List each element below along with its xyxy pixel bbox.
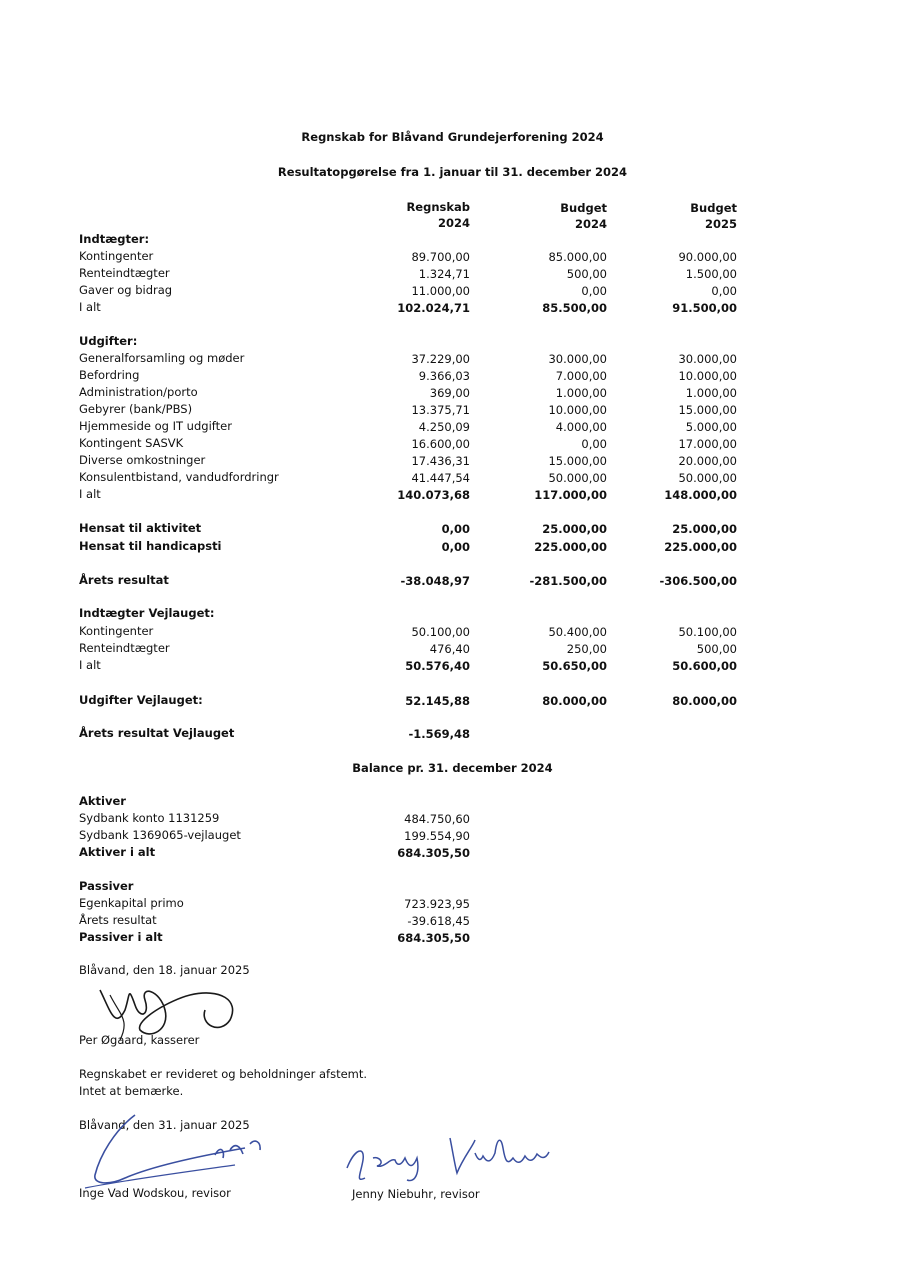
row-value: 16.600,00: [411, 437, 470, 451]
row-value: 17.000,00: [678, 437, 737, 451]
signer-1: Per Øgaard, kasserer: [79, 1033, 200, 1047]
balance-label: Aktiver: [79, 794, 126, 808]
row-value: 0,00: [441, 540, 470, 554]
row-label: Hjemmeside og IT udgifter: [79, 419, 232, 433]
row-value: 5.000,00: [685, 420, 737, 434]
row-label: Kontingent SASVK: [79, 436, 184, 450]
column-header-line2: 2024: [437, 216, 470, 230]
document-subtitle: Resultatopgørelse fra 1. januar til 31. december 2024: [277, 165, 628, 179]
row-value: 52.145,88: [405, 694, 470, 708]
row-label: Udgifter Vejlauget:: [79, 693, 203, 707]
column-header: [470, 200, 607, 232]
row-value: 1.324,71: [418, 267, 470, 281]
row-value: 0,00: [711, 284, 737, 298]
column-header-line2: 2025: [704, 217, 737, 231]
audit-line-2: Intet at bemærke.: [79, 1084, 184, 1098]
row-label: Konsulentbistand, vandudfordringr: [79, 470, 279, 484]
row-value: 11.000,00: [411, 284, 470, 298]
row-label: Befordring: [79, 368, 140, 382]
row-value: 140.073,68: [397, 488, 470, 502]
row-value: 0,00: [581, 437, 607, 451]
row-label: Gaver og bidrag: [79, 283, 173, 297]
audit-line-1: Regnskabet er revideret og beholdninger afstemt.: [79, 1067, 368, 1081]
balance-value: -39.618,45: [407, 914, 470, 928]
row-value: 500,00: [566, 267, 607, 281]
row-label: Kontingenter: [79, 249, 154, 263]
balance-value: 684.305,50: [397, 931, 470, 945]
row-value: -1.569,48: [408, 727, 470, 741]
row-value: 50.576,40: [405, 659, 470, 673]
row-value: 1.000,00: [685, 386, 737, 400]
row-value: 50.000,00: [678, 471, 737, 485]
row-label: Generalforsamling og møder: [79, 351, 245, 365]
row-value: 80.000,00: [542, 694, 607, 708]
row-value: 89.700,00: [411, 250, 470, 264]
row-label: Indtægter:: [79, 232, 150, 246]
row-value: 50.100,00: [411, 625, 470, 639]
row-label: Renteindtægter: [79, 641, 170, 655]
row-value: 91.500,00: [672, 301, 737, 315]
row-value: 102.024,71: [397, 301, 470, 315]
row-value: 250,00: [566, 642, 607, 656]
row-value: 50.600,00: [672, 659, 737, 673]
document-title: Regnskab for Blåvand Grundejerforening 2024: [301, 130, 604, 144]
row-value: -38.048,97: [400, 574, 470, 588]
row-value: 369,00: [429, 386, 470, 400]
row-value: 0,00: [581, 284, 607, 298]
column-header: [330, 199, 470, 231]
row-value: 117.000,00: [534, 488, 607, 502]
row-value: 13.375,71: [411, 403, 470, 417]
row-value: 148.000,00: [664, 488, 737, 502]
balance-label: Årets resultat: [79, 913, 157, 927]
row-label: Hensat til aktivitet: [79, 521, 202, 535]
row-value: 50.000,00: [548, 471, 607, 485]
signoff-date-1: Blåvand, den 18. januar 2025: [79, 963, 250, 977]
balance-label: Egenkapital primo: [79, 896, 184, 910]
row-label: Indtægter Vejlauget:: [79, 606, 215, 620]
signature-3: [335, 1128, 565, 1188]
signer-3: Jenny Niebuhr, revisor: [352, 1187, 480, 1201]
row-value: 476,40: [429, 642, 470, 656]
row-value: 25.000,00: [672, 522, 737, 536]
row-value: -281.500,00: [529, 574, 607, 588]
row-value: 50.400,00: [548, 625, 607, 639]
signer-2: Inge Vad Wodskou, revisor: [79, 1186, 231, 1200]
row-value: 41.447,54: [411, 471, 470, 485]
row-value: 15.000,00: [678, 403, 737, 417]
row-value: 25.000,00: [542, 522, 607, 536]
row-value: 7.000,00: [555, 369, 607, 383]
balance-value: 684.305,50: [397, 846, 470, 860]
balance-label: Aktiver i alt: [79, 845, 156, 859]
row-value: 15.000,00: [548, 454, 607, 468]
balance-value: 723.923,95: [404, 897, 470, 911]
column-header: [607, 200, 737, 232]
row-value: 50.650,00: [542, 659, 607, 673]
row-label: I alt: [79, 658, 101, 672]
row-value: 37.229,00: [411, 352, 470, 366]
row-value: 50.100,00: [678, 625, 737, 639]
column-header-line1: Regnskab: [406, 200, 470, 214]
row-value: 9.366,03: [418, 369, 470, 383]
balance-label: Passiver: [79, 879, 134, 893]
balance-value: 199.554,90: [404, 829, 470, 843]
row-value: 4.250,09: [418, 420, 470, 434]
row-label: Gebyrer (bank/PBS): [79, 402, 193, 416]
row-value: 0,00: [441, 522, 470, 536]
row-value: -306.500,00: [659, 574, 737, 588]
row-label: Årets resultat Vejlauget: [79, 726, 235, 740]
column-header-line2: 2024: [574, 217, 607, 231]
row-label: Renteindtægter: [79, 266, 170, 280]
row-value: 30.000,00: [678, 352, 737, 366]
row-value: 80.000,00: [672, 694, 737, 708]
column-header-line1: Budget: [690, 201, 737, 215]
row-label: Årets resultat: [79, 573, 169, 587]
balance-value: 484.750,60: [404, 812, 470, 826]
row-value: 85.500,00: [542, 301, 607, 315]
row-value: 225.000,00: [664, 540, 737, 554]
row-value: 85.000,00: [548, 250, 607, 264]
row-label: Kontingenter: [79, 624, 154, 638]
row-label: Diverse omkostninger: [79, 453, 206, 467]
row-value: 1.500,00: [685, 267, 737, 281]
signature-2: [65, 1110, 275, 1195]
row-value: 1.000,00: [555, 386, 607, 400]
row-value: 10.000,00: [548, 403, 607, 417]
row-value: 30.000,00: [548, 352, 607, 366]
row-label: I alt: [79, 300, 101, 314]
balance-label: Sydbank konto 1131259: [79, 811, 220, 825]
row-label: I alt: [79, 487, 101, 501]
balance-label: Passiver i alt: [79, 930, 163, 944]
balance-label: Sydbank 1369065-vejlauget: [79, 828, 241, 842]
row-value: 10.000,00: [678, 369, 737, 383]
column-header-line1: Budget: [560, 201, 607, 215]
row-label: Udgifter:: [79, 334, 138, 348]
row-value: 20.000,00: [678, 454, 737, 468]
row-value: 90.000,00: [678, 250, 737, 264]
row-value: 17.436,31: [411, 454, 470, 468]
signoff-date-2: Blåvand, den 31. januar 2025: [79, 1118, 250, 1132]
row-label: Administration/porto: [79, 385, 198, 399]
balance-title: Balance pr. 31. december 2024: [352, 761, 553, 775]
row-value: 4.000,00: [555, 420, 607, 434]
row-value: 225.000,00: [534, 540, 607, 554]
row-value: 500,00: [696, 642, 737, 656]
row-label: Hensat til handicapsti: [79, 539, 222, 553]
